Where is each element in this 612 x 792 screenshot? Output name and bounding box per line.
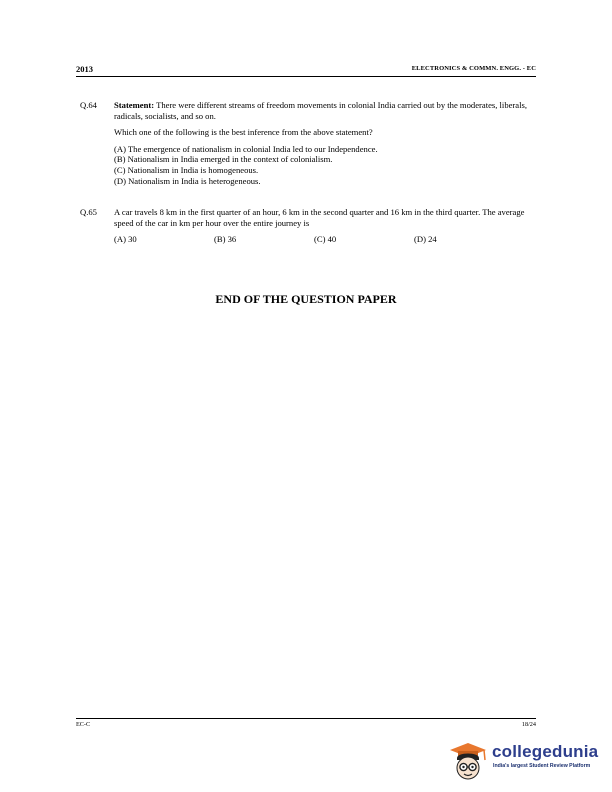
graduate-mascot-icon [444, 738, 490, 784]
option-d: (D) Nationalism in India is heterogeneous. [114, 175, 261, 186]
statement-label: Statement: [114, 100, 155, 110]
option-a: (A) The emergence of nationalism in colonial India led to our Independence. [114, 143, 378, 154]
question-number: Q.64 [80, 100, 97, 110]
header-subject: ELECTRONICS & COMMN. ENGG. - EC [411, 65, 536, 72]
footer-divider [76, 718, 536, 719]
question-number: Q.65 [80, 207, 97, 217]
header-divider [76, 76, 536, 77]
logo-wordmark: collegedunia [492, 742, 599, 761]
question-prompt: Which one of the following is the best inference from the above statement? [114, 127, 373, 138]
question-statement [114, 100, 536, 121]
option-c: (C) Nationalism in India is homogeneous. [114, 164, 259, 175]
option-b: (B) 36 [214, 234, 237, 245]
option-c: (C) 40 [314, 234, 337, 245]
header-year: 2013 [76, 64, 93, 74]
question-text: A car travels 8 km in the first quarter of an hour, 6 km in the second quarter and 16 km in the third quarter. The average speed of the car in km per hour over the entire journey is [114, 207, 525, 228]
option-a: (A) 30 [114, 234, 137, 245]
collegedunia-logo [444, 738, 612, 786]
statement-text: There were different streams of freedom movements in colonial India carried out by the moderates, liberals, radicals, socialists, and so on. [114, 100, 527, 121]
question-64 [80, 100, 536, 186]
question-65 [80, 207, 536, 245]
option-b: (B) Nationalism in India emerged in the context of colonialism. [114, 154, 333, 165]
footer-paper-code: EC-C [76, 721, 91, 728]
logo-tagline: India's largest Student Review Platform [493, 763, 591, 769]
options-row [114, 234, 536, 245]
end-of-paper-title: END OF THE QUESTION PAPER [215, 292, 397, 306]
footer-page-number: 18/24 [521, 721, 536, 728]
option-d: (D) 24 [414, 234, 437, 245]
